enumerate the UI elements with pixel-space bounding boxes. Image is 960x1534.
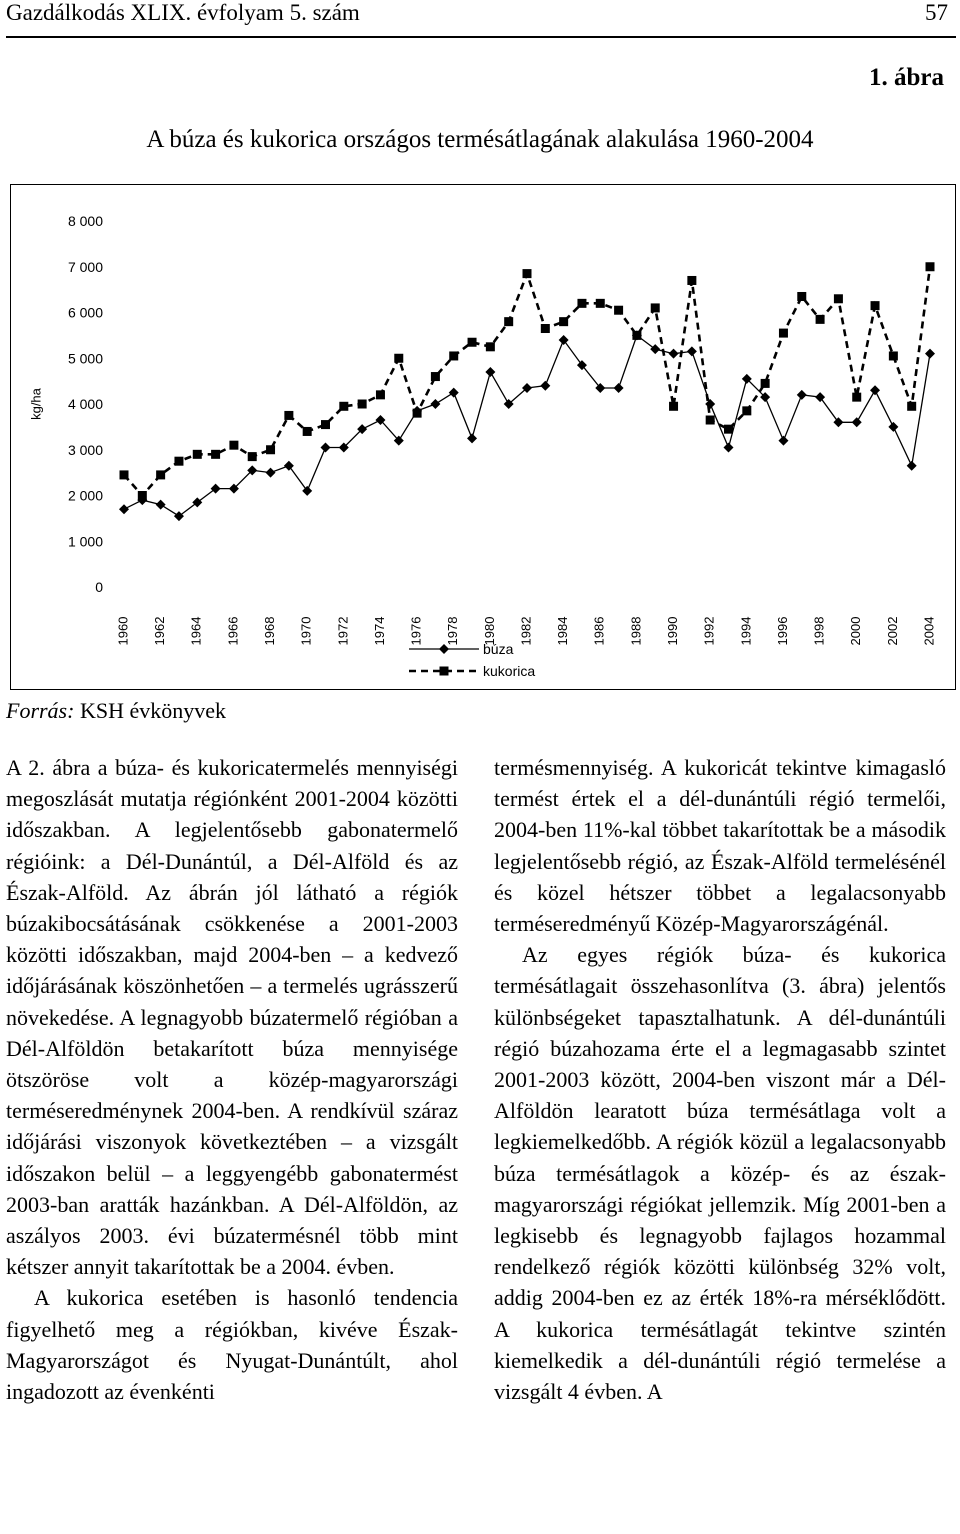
data-point <box>559 335 569 345</box>
y-axis-label: kg/ha <box>28 388 44 420</box>
data-point <box>541 324 550 333</box>
paragraph: A 2. ábra a búza- és kukoricatermelés mennyiségi megoszlását mutatja régiónként 2001-2004 közötti időszakban. A legjelentősebb gabonatermelő régióink: a Dél-Dunántúl, a Dél-Alföld és az Észak-Alföld. Az ábrán jól látható a régiók búzakibocsátásának csökkenése a 2001-2003 közötti időszakban, majd 2004-ben – a kedvező időjárásának köszönhetően – a termelés ugrásszerű növekedése. A legnagyobb búzatermelő régióban a Dél-Alföldön betakarított búza mennyisége ötszöröse volt a közép-magyarországi terméseredménynek 2004-ben. A rendkívül száraz időjárási viszonyok következtében – a vizsgált időszakon belül – a leggyengébb gabonatermést 2003-ban aratták hazánkban. A Dél-Alföldön, az aszályos 2003. évi búzatermésnél több mint kétszer annyit takarítottak be a 2004. évben. <box>6 755 458 1280</box>
data-point <box>248 452 257 461</box>
x-tick-label: 1966 <box>225 616 241 646</box>
legend-marker <box>440 667 449 676</box>
y-tick-label: 5 000 <box>67 350 103 367</box>
data-point <box>577 299 586 308</box>
data-point <box>284 461 294 471</box>
data-point <box>596 299 605 308</box>
x-tick-label: 1976 <box>408 616 424 646</box>
data-point <box>650 344 660 354</box>
data-point <box>706 416 715 425</box>
data-point <box>302 486 312 496</box>
data-point <box>119 504 129 514</box>
data-point <box>907 461 917 471</box>
data-point <box>485 367 495 377</box>
data-point <box>540 381 550 391</box>
data-point <box>669 349 679 359</box>
legend-label: kukorica <box>483 663 536 679</box>
data-point <box>467 433 477 443</box>
y-tick-label: 0 <box>95 579 103 595</box>
data-point <box>761 379 770 388</box>
data-point <box>229 441 238 450</box>
figure-source <box>6 698 226 724</box>
data-point <box>394 354 403 363</box>
data-point <box>193 450 202 459</box>
x-tick-label: 2004 <box>921 616 937 646</box>
data-point <box>559 317 568 326</box>
legend-label: búza <box>483 641 514 657</box>
data-point <box>724 442 734 452</box>
data-point <box>925 349 935 359</box>
x-tick-label: 1978 <box>445 616 461 646</box>
left-text-column <box>6 752 458 1407</box>
data-point <box>266 468 276 478</box>
y-tick-label: 4 000 <box>67 396 103 412</box>
data-point <box>211 484 221 494</box>
data-point <box>504 317 513 326</box>
data-point <box>284 411 293 420</box>
x-tick-label: 2000 <box>848 616 864 646</box>
data-point <box>833 417 843 427</box>
x-tick-label: 1960 <box>115 616 131 646</box>
x-tick-label: 1998 <box>811 616 827 646</box>
data-point <box>413 409 422 418</box>
x-tick-label: 1972 <box>335 616 351 646</box>
data-point <box>138 491 147 500</box>
data-point <box>778 436 788 446</box>
data-point <box>266 445 275 454</box>
data-point <box>120 470 129 479</box>
data-point <box>321 420 330 429</box>
x-tick-label: 1968 <box>261 616 277 646</box>
data-point <box>816 315 825 324</box>
x-tick-label: 1988 <box>628 616 644 646</box>
data-point <box>852 393 861 402</box>
x-tick-label: 1994 <box>738 616 754 646</box>
data-point <box>449 388 459 398</box>
data-point <box>632 331 641 340</box>
y-tick-label: 2 000 <box>67 487 103 504</box>
x-tick-label: 1996 <box>774 616 790 646</box>
paragraph: termésmennyiség. A kukoricát tekintve kimagasló termést értek el a dél-dunántúli régió termelői, 2004-ben 11%-kal többet takarítottak be a második legjelentősebb régió, az Észak-Alföld termelésénél és közel hétszer többet a legalacsonyabb terméseredményű Közép-Magyarországénál. <box>494 755 946 937</box>
x-tick-label: 1980 <box>481 616 497 646</box>
data-point <box>468 338 477 347</box>
x-tick-label: 1962 <box>152 616 168 646</box>
data-point <box>815 392 825 402</box>
paragraph: A kukorica esetében is hasonló tendencia figyelhető meg a régiókban, kivéve Észak-Magyarországot és Nyugat-Dunántúlt, ahol ingadozott az évenkénti <box>6 1285 458 1405</box>
data-point <box>907 402 916 411</box>
chart-frame <box>10 184 956 690</box>
x-tick-label: 1974 <box>371 616 387 646</box>
data-point <box>376 390 385 399</box>
data-point <box>797 292 806 301</box>
data-point <box>321 442 331 452</box>
data-point <box>339 402 348 411</box>
data-point <box>174 511 184 521</box>
data-point <box>449 351 458 360</box>
data-point <box>888 422 898 432</box>
data-point <box>523 269 532 278</box>
x-tick-label: 1964 <box>188 616 204 646</box>
x-tick-label: 1984 <box>555 616 571 646</box>
figure-title: A búza és kukorica országos termésátlagának alakulása 1960-2004 <box>146 126 814 153</box>
x-tick-label: 1992 <box>701 616 717 646</box>
data-point <box>486 342 495 351</box>
data-point <box>431 372 440 381</box>
data-point <box>871 301 880 310</box>
data-point <box>303 427 312 436</box>
data-point <box>724 425 733 434</box>
y-tick-label: 7 000 <box>67 258 103 275</box>
source-text: KSH évkönyvek <box>74 698 226 723</box>
data-point <box>687 276 696 285</box>
line-chart <box>11 185 955 689</box>
data-point <box>358 400 367 409</box>
data-point <box>156 470 165 479</box>
data-point <box>669 402 678 411</box>
source-label: Forrás: <box>6 698 75 723</box>
page-number: 57 <box>925 0 948 25</box>
data-point <box>926 262 935 271</box>
x-tick-label: 1986 <box>591 616 607 646</box>
data-point <box>742 406 751 415</box>
series-line-kukorica <box>124 267 930 496</box>
data-point <box>797 390 807 400</box>
journal-title: Gazdálkodás XLIX. évfolyam 5. szám <box>6 0 360 25</box>
data-point <box>852 417 862 427</box>
data-point <box>614 306 623 315</box>
x-tick-label: 2002 <box>884 616 900 646</box>
x-tick-label: 1990 <box>664 616 680 646</box>
data-point <box>834 294 843 303</box>
y-tick-label: 8 000 <box>67 213 103 229</box>
y-tick-label: 1 000 <box>67 533 103 550</box>
data-point <box>156 500 166 510</box>
x-tick-label: 1970 <box>298 616 314 646</box>
data-point <box>651 303 660 312</box>
series-line-buza <box>124 335 930 516</box>
right-text-column <box>494 752 946 1407</box>
data-point <box>687 346 697 356</box>
paragraph: Az egyes régiók búza- és kukorica termésátlagait összehasonlítva (3. ábra) jelentős különbségeket tapasztalhatunk. A dél-dunántúli régió búzahozama érte el a legmagasabb szintet 2001-2003 között, 2004-ben viszont már a Dél-Alföldön learatott búza termésátlaga volt a legkiemelkedőbb. A régiók közül a legalacsonyabb búza termésátlagok a közép- és az észak-magyarországi régiókat jellemzik. Míg 2001-ben a legkisebb és legnagyobb fajlagos hozammal rendelkező régiók közötti különbség 32% volt, addig 2004-ben ez az érték 18%-ra mérséklődött. A kukorica termésátlagát tekintve szintén kiemelkedik a dél-dunántúli régió termelése a vizsgált 4 évben. A <box>494 942 946 1405</box>
y-tick-label: 6 000 <box>67 304 103 321</box>
x-tick-label: 1982 <box>518 616 534 646</box>
data-point <box>192 497 202 507</box>
data-point <box>889 351 898 360</box>
data-point <box>779 329 788 338</box>
data-point <box>870 385 880 395</box>
figure-label: 1. ábra <box>869 64 944 91</box>
y-tick-label: 3 000 <box>67 441 103 458</box>
data-point <box>174 457 183 466</box>
page-header <box>6 0 956 38</box>
data-point <box>614 383 624 393</box>
data-point <box>430 399 440 409</box>
data-point <box>211 450 220 459</box>
